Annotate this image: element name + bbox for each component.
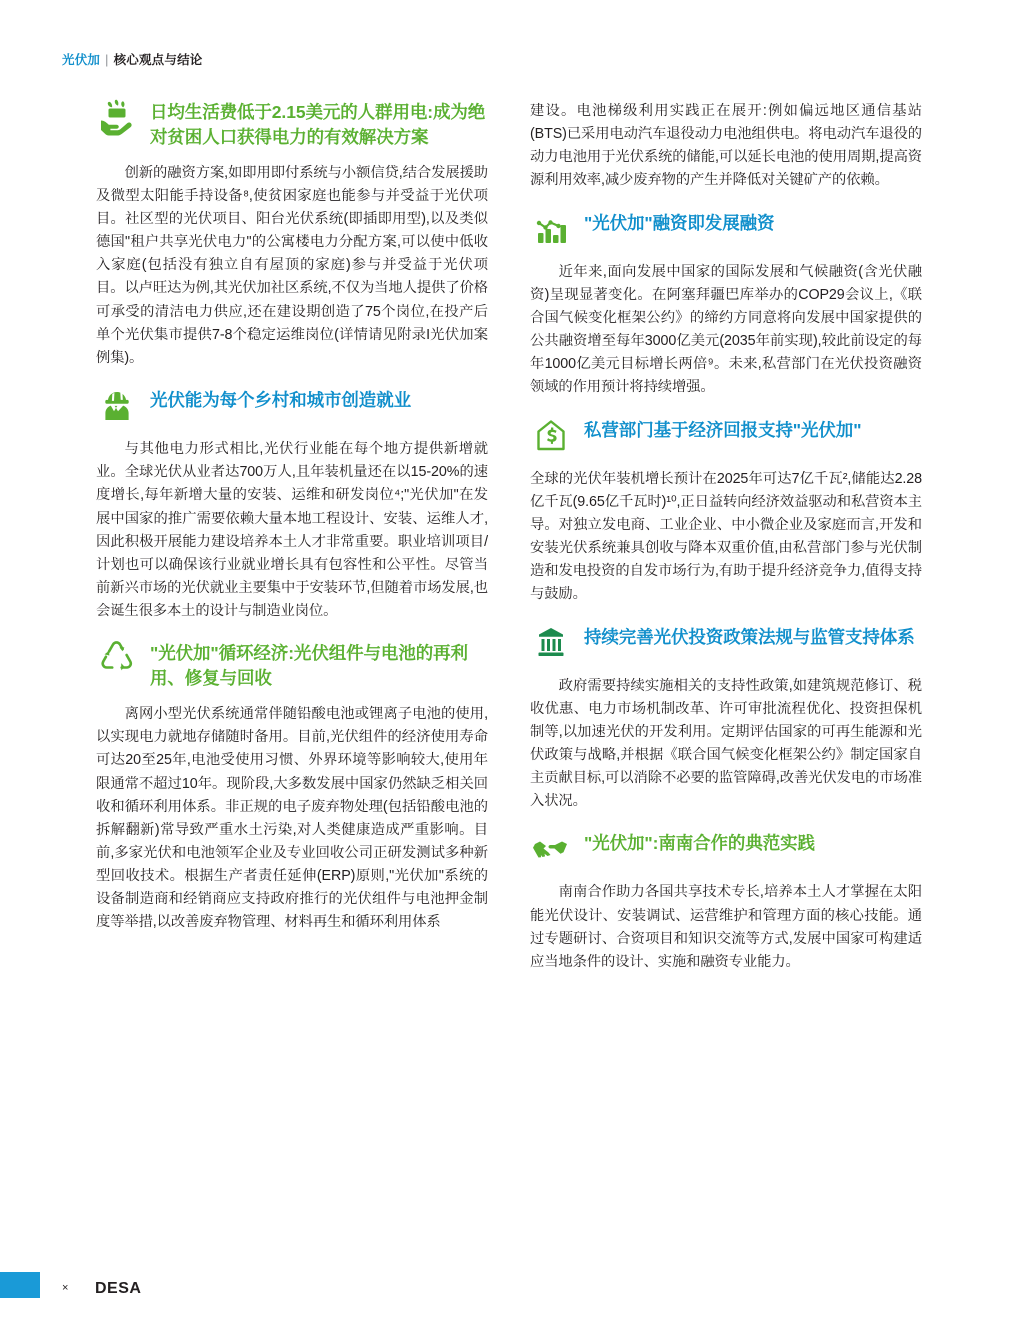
section-energy-poverty bbox=[96, 100, 488, 370]
section-development-finance bbox=[530, 211, 922, 400]
left-column bbox=[96, 100, 488, 953]
section-title: "光伏加"融资即发展融资 bbox=[584, 212, 775, 233]
section-paragraph: 与其他电力形式相比,光伏行业能在每个地方提供新增就业。全球光伏从业者达700万人,且年装机量还在以15-20%的速度增长,每年新增大量的安装、运维和研发岗位⁴;"光伏加"在发展中国家的推广需要依赖大量本地工程设计、安装、运维人才,因此积极开展能力建设培养本土人才非常重要。职业培训项目/计划也可以确保该行业就业增长具有包容性和公平性。尽管当前新兴市场的光伏就业主要集中于安装环节,但随着市场发展,也会诞生很多本土的设计与制造业岗位。 bbox=[96, 441, 488, 620]
section-title: 日均生活费低于2.15美元的人群用电:成为绝对贫困人口获得电力的有效解决方案 bbox=[150, 102, 486, 147]
footer-color-bar bbox=[0, 1272, 40, 1298]
section-header bbox=[530, 625, 922, 663]
section-private-sector bbox=[530, 418, 922, 607]
handshake-icon bbox=[530, 827, 572, 869]
publisher-logo: DESA bbox=[95, 1280, 142, 1297]
money-house-icon bbox=[530, 414, 572, 456]
breadcrumb: 核心观点与结论 bbox=[113, 53, 203, 67]
page-number: × bbox=[62, 1282, 69, 1294]
section-paragraph: 南南合作助力各国共享技术专长,培养本土人才掌握在太阳能光伏设计、安装调试、运营维护和管理方面的核心技能。通过专题研讨、合资项目和知识交流等方式,发展中国家可构建适应当地条件的设计、实施和融资专业能力。 bbox=[530, 884, 922, 970]
header-brand: 光伏加 bbox=[62, 53, 101, 67]
section-jobs bbox=[96, 388, 488, 623]
section-circular-economy bbox=[96, 641, 488, 934]
section-paragraph: 离网小型光伏系统通常伴随铅酸电池或锂离子电池的使用,以实现电力就地存储随时备用。目前,光伏组件的经济使用寿命可达20至25年,电池受使用习惯、外界环境等影响较大,使用年限通常不超过10年。现阶段,大多数发展中国家仍然缺乏相关回收和循环利用体系。非正规的电子废弃物处理(包括铅酸电池的拆解翻新)常导致严重水土污染,对人类健康造成严重影响。目前,多家光伏和电池领军企业及专业回收公司正研发测试多种新型回收技术。根据生产者责任延伸(ERP)原则,"光伏加"系统的设备制造商和经销商应支持政府推行的光伏组件与电池押金制度等举措,以改善废弃物管理、材料再生和循环利用体系 bbox=[96, 706, 488, 931]
header-separator: | bbox=[105, 53, 109, 67]
finance-growth-icon bbox=[530, 207, 572, 249]
section-title: 持续完善光伏投资政策法规与监管支持体系 bbox=[584, 626, 915, 647]
section-title: "光伏加":南南合作的典范实践 bbox=[584, 833, 815, 854]
section-title: "光伏加"循环经济:光伏组件与电池的再利用、修复与回收 bbox=[150, 643, 468, 689]
section-header bbox=[530, 418, 922, 456]
section-paragraph: 政府需要持续实施相关的支持性政策,如建筑规范修订、税收优惠、电力市场机制改革、许可审批流程优化、投资担保机制等,以加速光伏的开发利用。定期评估国家的可再生能源和光伏政策与战略,并根据《联合国气候变化框架公约》制定国家自主贡献目标,可以消除不必要的监管障碍,改善光伏发电的市场准入状况。 bbox=[530, 677, 922, 810]
section-header bbox=[530, 831, 922, 869]
page-header bbox=[62, 50, 202, 68]
section-policy-regulation bbox=[530, 625, 922, 814]
section-paragraph: 全球的光伏年装机增长预计在2025年可达7亿千瓦²,储能达2.28亿千瓦(9.65亿千瓦时)¹⁰,正日益转向经济效益驱动和私营资本主导。对独立发电商、工业企业、中小微企业及家庭而言,开发和安装光伏系统兼具创收与降本双重价值,由私营部门参与光伏制造和发电投资的自发市场行为,有助于提升经济竞争力,值得支持与鼓励。 bbox=[530, 470, 922, 603]
section-south-south-cooperation bbox=[530, 831, 922, 974]
worker-helmet-icon bbox=[96, 384, 138, 426]
section-paragraph: 近年来,面向发展中国家的国际发展和气候融资(含光伏融资)呈现显著变化。在阿塞拜疆巴库举办的COP29会议上,《联合国气候变化框架公约》的缔约方同意将向发展中国家提供的公共融资增至每年3000亿美元(2035年前实现),较此前设定的每年1000亿美元目标增长两倍⁹。未来,私营部门在光伏投资融资领域的作用预计将持续增强。 bbox=[530, 263, 922, 396]
hand-holding-plant-icon bbox=[96, 96, 138, 138]
section-title: 私营部门基于经济回报支持"光伏加" bbox=[584, 419, 862, 440]
section-header bbox=[96, 388, 488, 426]
section-header bbox=[530, 211, 922, 249]
government-bank-icon bbox=[530, 621, 572, 663]
section-header bbox=[96, 641, 488, 691]
section-title: 光伏能为每个乡村和城市创造就业 bbox=[150, 390, 411, 411]
section-paragraph: 创新的融资方案,如即用即付系统与小额信贷,结合发展援助及微型太阳能手持设备⁸,使贫困家庭也能参与并受益于光伏项目。社区型的光伏项目、阳台光伏系统(即插即用型),以及类似德国"租户共享光伏电力"的公寓楼电力分配方案,可以使中低收入家庭(包括没有独立自有屋顶的家庭)参与并受益于光伏项目。以卢旺达为例,其光伏加社区系统,不仅为当地人提供了价格可承受的清洁电力供应,还在建设期创造了75个岗位,在投产后单个光伏集市提供7-8个稳定运维岗位(详情请见附录I光伏加案例集)。 bbox=[96, 164, 488, 366]
continuation-paragraph: 建设。电池梯级利用实践正在展开:例如偏远地区通信基站(BTS)已采用电动汽车退役动力电池组供电。将电动汽车退役的动力电池用于光伏系统的储能,可以延长电池的使用周期,提高资源利用效率,减少废弃物的产生并降低对关键矿产的依赖。 bbox=[530, 103, 922, 189]
section-header bbox=[96, 100, 488, 150]
right-column bbox=[530, 100, 922, 992]
recycle-icon bbox=[96, 637, 138, 679]
